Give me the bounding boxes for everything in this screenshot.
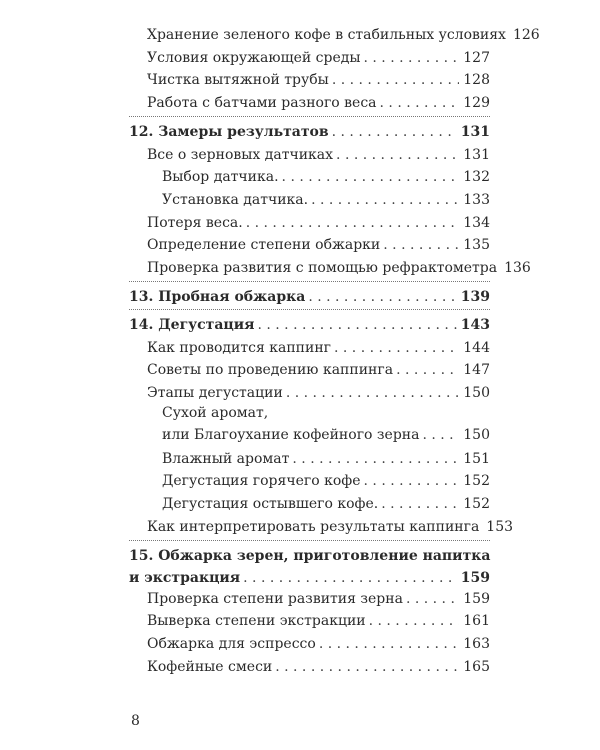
toc-entry <box>147 215 490 237</box>
toc-entry-title: Этапы дегустации <box>147 385 283 401</box>
dot-leader <box>369 613 460 629</box>
toc-entry-page-number: 147 <box>463 362 490 378</box>
toc-entry <box>162 451 490 473</box>
toc-entry-title: или Благоухание кофейного зерна <box>162 427 420 443</box>
toc-chapter-entry <box>129 124 490 146</box>
toc-entry-title: Советы по проведению каппинга <box>147 362 394 378</box>
toc-entry-page-number: 135 <box>463 237 490 253</box>
toc-entry <box>147 385 490 407</box>
toc-entry-title: и экстракция <box>129 570 241 586</box>
toc-entry-page-number: 127 <box>463 50 490 66</box>
toc-entry-title: Чистка вытяжной трубы <box>147 72 329 88</box>
toc-entry <box>147 27 540 49</box>
toc-entry <box>147 636 490 658</box>
toc-entry <box>147 340 490 362</box>
toc-entry-title: Работа с батчами разного веса <box>147 95 377 111</box>
toc-entry-title: 14. Дегустация <box>129 317 255 333</box>
toc-entry-title: Как интерпретировать результаты каппинга <box>147 519 480 535</box>
toc-entry-title-line1: Сухой аромат, <box>162 405 269 421</box>
toc-entry-title: Дегустация горячего кофе <box>162 473 361 489</box>
toc-entry-page-number: 134 <box>463 215 490 231</box>
dot-leader <box>396 362 459 378</box>
toc-entry-title: Проверка развития с помощью рефрактометра <box>147 260 498 276</box>
toc-entry-title: Обжарка для эспрессо <box>147 636 316 652</box>
toc-entry <box>162 473 490 495</box>
page-number: 8 <box>131 713 140 729</box>
dot-leader <box>422 427 459 443</box>
toc-entry-page-number: 126 <box>512 27 540 43</box>
toc-entry <box>147 260 531 282</box>
toc-entry <box>162 169 490 191</box>
toc-entry-page-number: 131 <box>460 124 490 140</box>
dot-leader <box>332 72 459 88</box>
toc-entry <box>162 192 490 214</box>
toc-entry-title: Хранение зеленого кофе в стабильных условиях <box>147 27 506 43</box>
dot-leader <box>332 124 457 140</box>
toc-entry-title: Выбор датчика. <box>162 169 279 185</box>
toc-entry-title: Кофейные смеси <box>147 659 273 675</box>
dot-leader <box>282 169 460 185</box>
toc-entry-title: 12. Замеры результатов <box>129 124 329 140</box>
toc-entry-title: Определение степени обжарки <box>147 237 381 253</box>
dot-leader <box>380 95 460 111</box>
toc-entry-page-number: 161 <box>463 613 490 629</box>
toc-entry-page-number: 133 <box>463 192 490 208</box>
toc-entry-page-number: 129 <box>463 95 490 111</box>
toc-entry-page-number: 163 <box>463 636 490 652</box>
toc-chapter-entry <box>129 317 490 339</box>
toc-entry-page-number: 152 <box>463 473 490 489</box>
toc-entry-page-number: 144 <box>463 340 490 356</box>
toc-entry-page-number: 139 <box>460 289 490 305</box>
toc-entry <box>147 237 490 259</box>
toc-entry-title: 13. Пробная обжарка <box>129 289 306 305</box>
toc-entry-page-number: 131 <box>463 147 490 163</box>
toc-entry-page-number: 165 <box>463 659 490 675</box>
dot-leader <box>292 451 459 467</box>
toc-entry <box>147 613 490 635</box>
dot-leader <box>308 289 456 305</box>
toc-entry-title: Все о зерновых датчиках <box>147 147 334 163</box>
toc-chapter-entry <box>129 289 490 311</box>
toc-entry <box>147 591 490 613</box>
dot-leader <box>383 237 459 253</box>
dot-leader <box>406 591 459 607</box>
toc-entry <box>147 659 490 681</box>
dot-leader <box>286 385 459 401</box>
toc-entry-page-number: 136 <box>504 260 531 276</box>
dot-leader <box>336 147 459 163</box>
toc-entry-page-number: 143 <box>460 317 490 333</box>
dot-leader <box>381 496 459 512</box>
dot-leader <box>364 50 460 66</box>
toc-entry <box>147 50 490 72</box>
dot-leader <box>311 192 459 208</box>
toc-entry-page-number: 159 <box>463 591 490 607</box>
toc-entry-title: Выверка степени экстракции <box>147 613 366 629</box>
toc-entry <box>147 95 490 117</box>
toc-entry-page-number: 151 <box>463 451 490 467</box>
dot-leader <box>246 215 460 231</box>
toc-entry-title: Условия окружающей среды <box>147 50 361 66</box>
toc-entry-page-number: 150 <box>463 427 490 443</box>
dot-leader <box>243 570 457 586</box>
toc-entry-title-line1: 15. Обжарка зерен, приготовление напитка <box>129 548 491 564</box>
toc-entry-page-number: 153 <box>486 519 514 535</box>
toc-entry <box>162 405 490 445</box>
toc-entry-page-number: 159 <box>460 570 490 586</box>
toc-entry-title: Как проводится каппинг <box>147 340 331 356</box>
dot-leader <box>275 659 459 675</box>
toc-entry <box>147 362 490 384</box>
toc-entry-title: Проверка степени развития зерна <box>147 591 403 607</box>
toc-entry-page-number: 150 <box>463 385 490 401</box>
dot-leader <box>334 340 459 356</box>
toc-entry-page-number: 128 <box>463 72 490 88</box>
dot-leader <box>364 473 460 489</box>
toc-entry-title: Потеря веса. <box>147 215 243 231</box>
toc-entry <box>162 496 490 518</box>
toc-chapter-entry <box>129 548 490 588</box>
toc-entry <box>147 147 490 169</box>
dot-leader <box>319 636 459 652</box>
toc-entry-title: Влажный аромат <box>162 451 290 467</box>
toc-entry-title: Дегустация остывшего кофе. <box>162 496 379 512</box>
toc-entry <box>147 72 490 94</box>
toc-entry-page-number: 152 <box>463 496 490 512</box>
toc-entry <box>147 519 514 541</box>
toc-entry-title: Установка датчика. <box>162 192 309 208</box>
toc-entry-page-number: 132 <box>463 169 490 185</box>
dot-leader <box>257 317 456 333</box>
